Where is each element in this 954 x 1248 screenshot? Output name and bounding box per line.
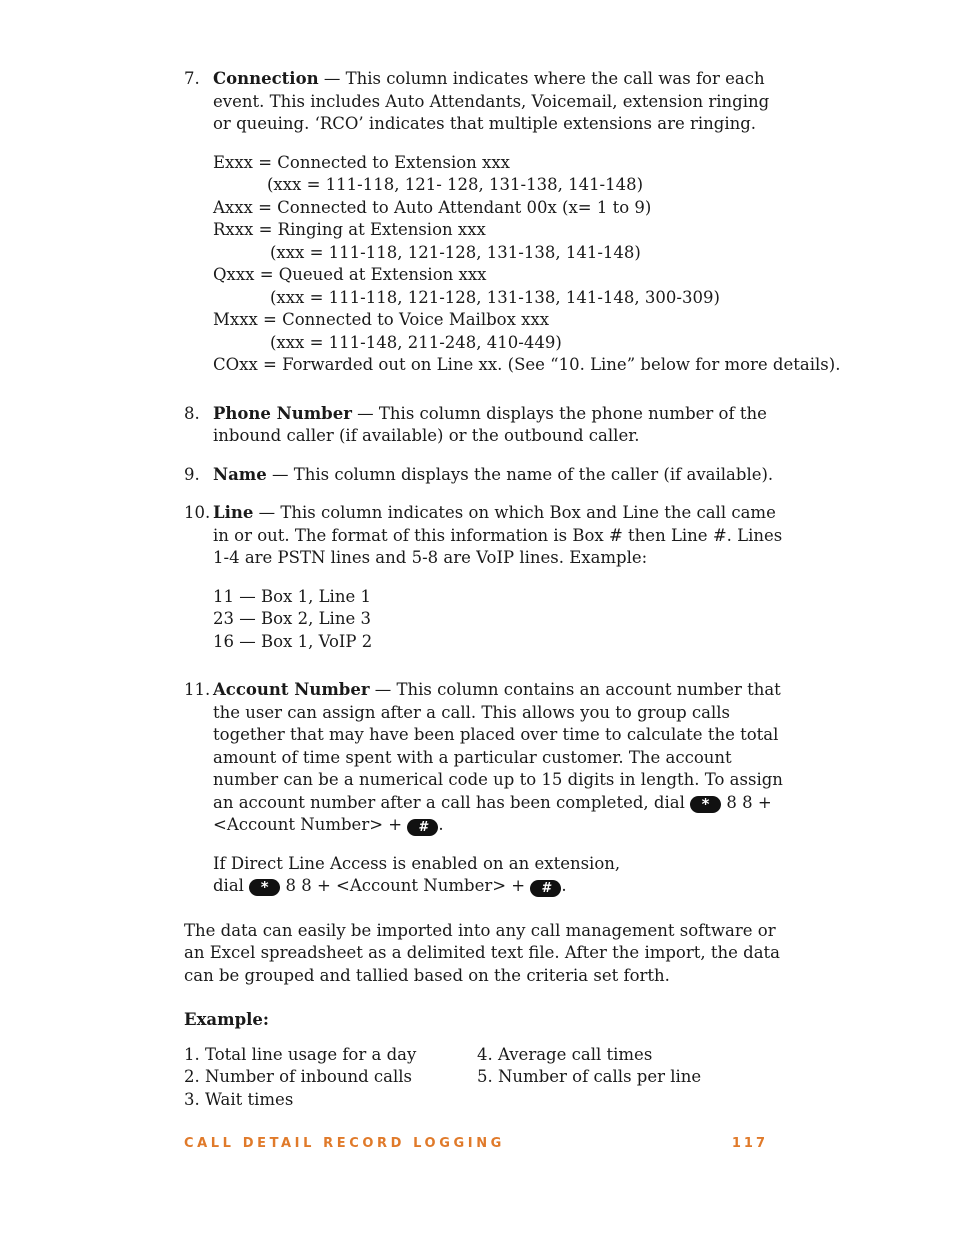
star-key-icon: * xyxy=(690,796,721,813)
period: . xyxy=(438,815,444,834)
code-line: COxx = Forwarded out on Line xx. (See “10. Line” below for more details). xyxy=(213,355,841,374)
item-description: — This column contains an account number that the user can assign after a call. This allows you to group calls together that may have been placed over time to calculate the total amount of time spent with a particular customer. The account number can be a numerical code up to 15 digits in length. To assign an account number after a call has been completed, dial xyxy=(213,680,783,812)
code-line: (xxx = 111-118, 121- 128, 131-138, 141-148) xyxy=(267,175,644,194)
period: . xyxy=(561,876,567,895)
code-line: (xxx = 111-118, 121-128, 131-138, 141-148, 300-309) xyxy=(270,287,720,307)
connection-codes xyxy=(213,152,841,377)
code-line: Rxxx = Ringing at Extension xxx xyxy=(213,220,486,239)
dial-sequence: 8 8 + <Account Number> + xyxy=(213,792,772,834)
item-description: — This column indicates where the call was for each event. This includes Auto Attendants, Voicemail, extension ringing or queuing. ‘RCO’ indicates that multiple extensions are ringing. xyxy=(213,69,770,133)
example-item: 1. Total line usage for a day xyxy=(184,1044,417,1064)
item-description: — This column indicates on which Box and Line the call came in or out. The format of this information is Box # then Line #. Lines 1-4 are PSTN lines and 5-8 are VoIP lines. Example: xyxy=(213,503,783,567)
line-example: 16 — Box 1, VoIP 2 xyxy=(213,631,373,651)
example-column-1 xyxy=(184,1044,477,1112)
item-number: 10. xyxy=(184,503,211,522)
item-title: Connection xyxy=(213,69,319,88)
code-line: (xxx = 111-118, 121-128, 131-138, 141-148) xyxy=(270,242,641,262)
page-content xyxy=(184,68,841,1111)
example-heading: Example: xyxy=(184,1010,269,1029)
page-number: 117 xyxy=(731,1136,768,1151)
list-item-phone-number xyxy=(184,403,784,448)
item-number: 9. xyxy=(184,464,200,484)
item-description: — This column displays the name of the caller (if available). xyxy=(266,464,774,484)
list-item-account-number xyxy=(184,679,784,898)
line-example: 23 — Box 2, Line 3 xyxy=(213,609,371,628)
example-column-2 xyxy=(477,1044,701,1112)
list-item-name xyxy=(184,464,784,487)
code-line: Exxx = Connected to Extension xxx xyxy=(213,152,510,172)
page-footer xyxy=(184,1136,768,1151)
line-examples xyxy=(213,586,784,654)
item-title: Account Number xyxy=(213,680,370,699)
example-item: 2. Number of inbound calls xyxy=(184,1067,413,1086)
item-title: Phone Number xyxy=(213,403,352,423)
hash-key-icon: # xyxy=(407,819,438,836)
item-description: — This column displays the phone number of the inbound caller (if available) or the outbound caller. xyxy=(213,403,767,445)
item-title: Name xyxy=(213,464,267,484)
item-number: 11. xyxy=(184,680,211,699)
import-paragraph: The data can easily be imported into any call management software or an Excel spreadsheet as a delimited text file. After the import, the data can be grouped and tallied based on the criteria set forth. xyxy=(184,920,781,985)
code-line: Qxxx = Queued at Extension xxx xyxy=(213,265,487,284)
direct-line-access-note xyxy=(213,853,784,898)
code-line: (xxx = 111-148, 211-248, 410-449) xyxy=(270,332,562,352)
dial-label: dial xyxy=(213,876,244,895)
code-line: Axxx = Connected to Auto Attendant 00x (x= 1 to 9) xyxy=(213,197,652,217)
star-key-icon: * xyxy=(249,879,280,896)
item-number: 8. xyxy=(184,403,200,423)
example-item: 4. Average call times xyxy=(477,1044,653,1064)
line-example: 11 — Box 1, Line 1 xyxy=(213,586,371,606)
item-title: Line xyxy=(213,503,254,522)
example-list xyxy=(184,1044,784,1112)
direct-line-dial xyxy=(213,875,784,898)
example-item: 5. Number of calls per line xyxy=(477,1067,702,1086)
direct-line-text: If Direct Line Access is enabled on an extension, xyxy=(213,853,621,873)
item-number: 7. xyxy=(184,69,200,88)
list-item-connection xyxy=(184,68,841,377)
list-item-line xyxy=(184,502,784,653)
example-item: 3. Wait times xyxy=(184,1089,294,1109)
code-line: Mxxx = Connected to Voice Mailbox xxx xyxy=(213,310,550,329)
footer-section-title: CALL DETAIL RECORD LOGGING xyxy=(184,1136,505,1151)
dial-sequence: 8 8 + <Account Number> + xyxy=(285,876,526,895)
hash-key-icon: # xyxy=(530,880,561,897)
